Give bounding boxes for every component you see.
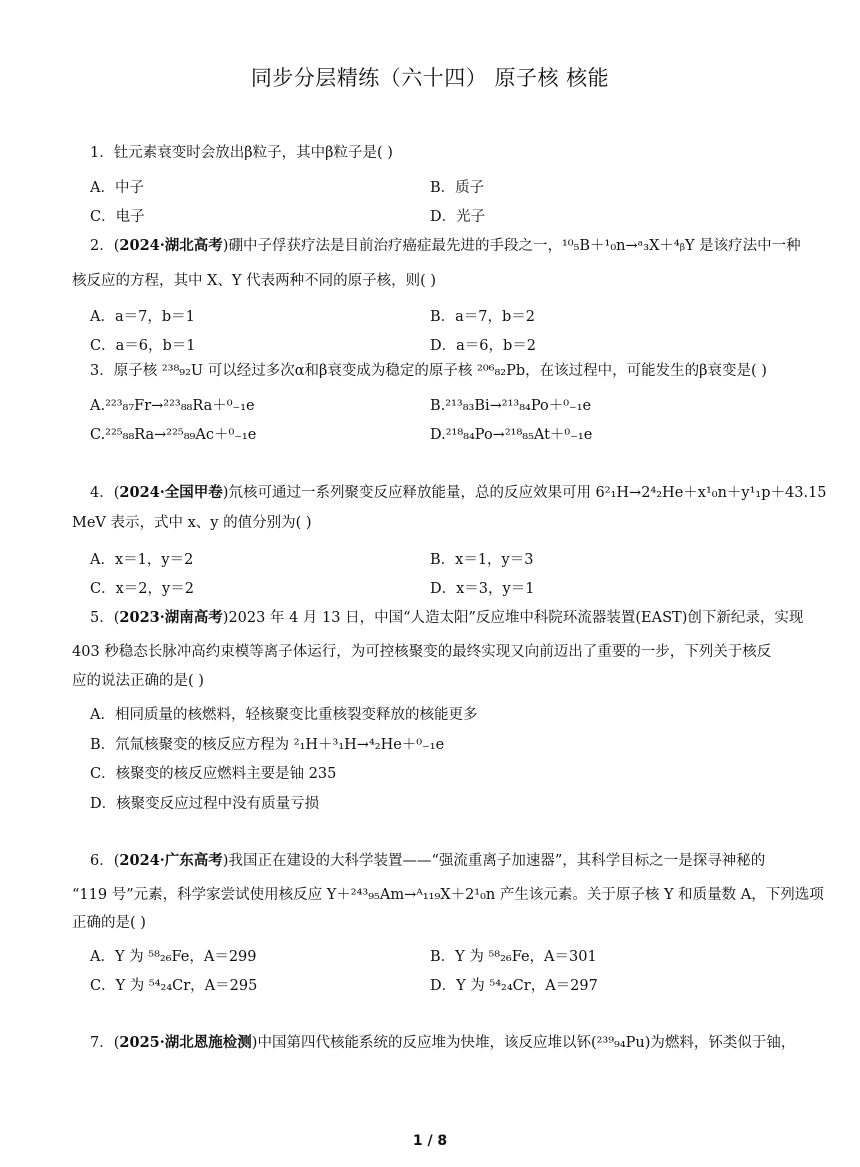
option-d: D．a＝6，b＝2 xyxy=(430,338,537,354)
option-b: B．a＝7，b＝2 xyxy=(430,309,536,325)
option-c: C．Y 为 ⁵⁴₂₄Cr，A＝295 xyxy=(90,978,258,994)
option-c: C．x＝2，y＝2 xyxy=(90,581,194,597)
option-a: A．中子 xyxy=(90,180,144,196)
question-text: )2023 年 4 月 13 日，中国“人造太阳”反应堆中科院环流器装置(EAST)创下新纪录，实现 xyxy=(222,610,804,626)
question-source: 2024·湖北高考 xyxy=(119,237,223,254)
question-stem xyxy=(90,239,801,254)
question-stem-line: 正确的是( ) xyxy=(72,915,146,931)
question-text: )氘核可通过一系列聚变反应释放能量，总的反应效果可用 6²₁H→2⁴₂He＋x¹₀n＋y¹₁p＋43.15 xyxy=(222,485,827,501)
question-text: )我国正在建设的大科学装置——“强流重离子加速器”，其科学目标之一是探寻神秘的 xyxy=(222,853,766,869)
option-b: B．x＝1，y＝3 xyxy=(430,552,534,568)
question-text: )中国第四代核能系统的反应堆为快堆，该反应堆以钚(²³⁹₉₄Pu)为燃料，钚类似于铀， xyxy=(251,1035,796,1051)
option-b: B．Y 为 ⁵⁸₂₆Fe，A＝301 xyxy=(430,949,597,965)
option-c: C．核聚变的核反应燃料主要是铀 235 xyxy=(90,766,337,782)
question-number: 5．( xyxy=(90,610,120,626)
question-source: 2024·广东高考 xyxy=(119,852,223,869)
option-b: B．氘氚核聚变的核反应方程为 ²₁H＋³₁H→⁴₂He＋⁰₋₁e xyxy=(90,737,445,753)
question-number: 6．( xyxy=(90,853,120,869)
question-number: 4．( xyxy=(90,485,120,501)
question-stem xyxy=(90,486,827,501)
option-d: D．光子 xyxy=(430,209,486,225)
question-stem xyxy=(90,611,803,626)
option-b: B.²¹³₈₃Bi→²¹³₈₄Po＋⁰₋₁e xyxy=(430,398,592,414)
question-stem: 1．钍元素衰变时会放出β粒子，其中β粒子是( ) xyxy=(90,145,393,161)
page-number: 1 / 8 xyxy=(412,1133,448,1149)
option-d: D．Y 为 ⁵⁴₂₄Cr，A＝297 xyxy=(430,978,598,994)
question-stem: 3．原子核 ²³⁸₉₂U 可以经过多次α和β衰变成为稳定的原子核 ²⁰⁶₈₂Pb，在该过程中，可能发生的β衰变是( ) xyxy=(90,363,767,379)
option-d: D．核聚变反应过程中没有质量亏损 xyxy=(90,796,320,812)
option-c: C．a＝6，b＝1 xyxy=(90,338,196,354)
question-number: 2．( xyxy=(90,238,120,254)
question-source: 2024·全国甲卷 xyxy=(119,484,223,501)
option-d: D．x＝3，y＝1 xyxy=(430,581,535,597)
option-a: A．Y 为 ⁵⁸₂₆Fe，A＝299 xyxy=(90,949,257,965)
question-source: 2023·湖南高考 xyxy=(119,609,223,626)
question-source: 2025·湖北恩施检测 xyxy=(119,1034,252,1051)
question-text: )硼中子俘获疗法是目前治疗癌症最先进的手段之一，¹⁰₅B＋¹₀n→ᵃ₃X＋⁴ᵦY 是该疗法中一种 xyxy=(222,238,801,254)
option-c: C.²²⁵₈₈Ra→²²⁵₈₉Ac＋⁰₋₁e xyxy=(90,427,257,443)
question-stem-line: “119 号”元素，科学家尝试使用核反应 Y＋²⁴³₉₅Am→ᴬ₁₁₉X＋2¹₀n 产生该元素。关于原子核 Y 和质量数 A，下列选项 xyxy=(72,887,824,903)
option-b: B．质子 xyxy=(430,180,485,196)
option-a: A.²²³₈₇Fr→²²³₈₈Ra＋⁰₋₁e xyxy=(90,398,255,414)
option-a: A．相同质量的核燃料，轻核聚变比重核裂变释放的核能更多 xyxy=(90,707,478,723)
question-number: 7．( xyxy=(90,1035,120,1051)
option-a: A．x＝1，y＝2 xyxy=(90,552,194,568)
page-title: 同步分层精练（六十四） 原子核 核能 xyxy=(250,66,610,90)
option-a: A．a＝7，b＝1 xyxy=(90,309,195,325)
option-d: D.²¹⁸₈₄Po→²¹⁸₈₅At＋⁰₋₁e xyxy=(430,427,593,443)
question-stem xyxy=(90,1036,795,1051)
question-stem-line: 403 秒稳态长脉冲高约束模等离子体运行，为可控核聚变的最终实现又向前迈出了重要的一步，下列关于核反 xyxy=(72,644,772,660)
option-c: C．电子 xyxy=(90,209,145,225)
question-stem-line: 应的说法正确的是( ) xyxy=(72,673,204,689)
question-stem-line: MeV 表示，式中 x、y 的值分别为( ) xyxy=(72,515,312,531)
question-stem-line: 核反应的方程，其中 X、Y 代表两种不同的原子核，则( ) xyxy=(72,273,437,289)
question-stem xyxy=(90,854,765,869)
